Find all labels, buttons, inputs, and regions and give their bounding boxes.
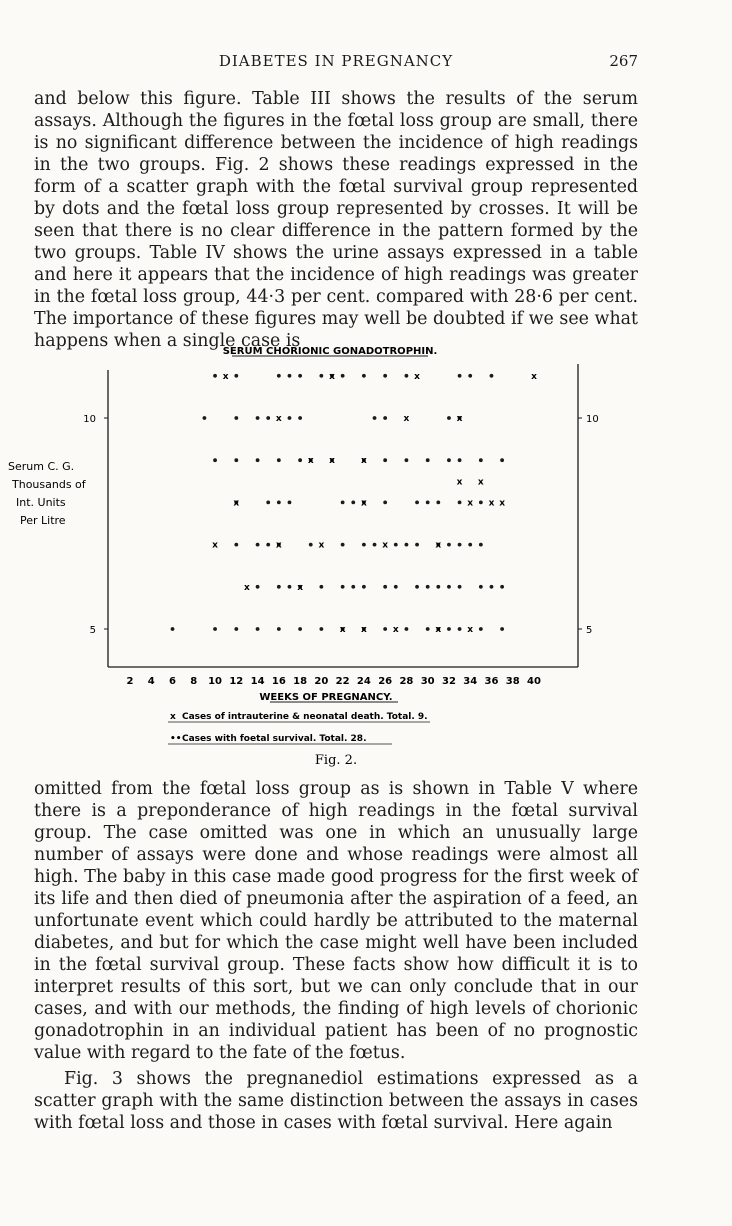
survival-point: [468, 374, 472, 378]
survival-point: [298, 416, 302, 420]
y-axis-label: [8, 460, 87, 527]
legend-label: Cases with foetal survival. Total. 28.: [182, 734, 367, 744]
loss-point: x: [329, 371, 335, 382]
loss-point: x: [382, 540, 389, 551]
survival-point: [383, 458, 387, 462]
x-tick-label: 10: [208, 676, 223, 687]
survival-point: [319, 374, 323, 378]
survival-point: [500, 458, 504, 462]
figure-2: [0, 340, 732, 770]
survival-point: [277, 374, 281, 378]
x-tick-label: 14: [250, 676, 265, 687]
survival-point: [490, 585, 494, 589]
survival-point: [426, 458, 430, 462]
survival-point: [341, 585, 345, 589]
survival-point: [479, 458, 483, 462]
loss-point: x: [244, 582, 250, 593]
loss-point: x: [222, 371, 229, 382]
survival-point: [468, 543, 472, 547]
x-tick-label: 26: [378, 676, 393, 687]
survival-point: [447, 416, 451, 420]
survival-point: [415, 543, 419, 547]
survival-point: [234, 543, 238, 547]
survival-point: [256, 416, 260, 420]
loss-point: x: [360, 625, 367, 635]
x-tick-label: 18: [293, 676, 308, 687]
loss-point: x: [329, 456, 335, 467]
x-tick-label: 36: [484, 676, 499, 687]
loss-point: x: [531, 371, 537, 382]
loss-point: x: [297, 582, 304, 593]
survival-point: [351, 585, 355, 589]
survival-point: [436, 501, 440, 505]
survival-point: [234, 458, 238, 462]
loss-point: x: [403, 414, 410, 424]
survival-point: [405, 374, 409, 378]
page-header: [34, 52, 638, 76]
survival-point: [298, 374, 302, 378]
legend-marker: ••: [170, 734, 182, 744]
legend-item: [168, 712, 430, 722]
survival-point: [234, 416, 238, 420]
survival-point: [288, 416, 292, 420]
survival-point: [256, 458, 260, 462]
loss-point: x: [212, 540, 218, 551]
survival-point: [351, 501, 355, 505]
x-tick-label: 28: [399, 676, 414, 687]
page-number: 267: [609, 52, 638, 70]
survival-point: [458, 627, 462, 631]
survival-point: [383, 501, 387, 505]
chart-title: SERUM CHORIONIC GONADOTROPHIN.: [222, 346, 438, 357]
survival-point: [436, 585, 440, 589]
y-tick-label-left: 10: [83, 414, 96, 425]
x-tick-label: 12: [229, 676, 244, 687]
survival-point: [458, 501, 462, 505]
loss-point: x: [488, 498, 495, 509]
x-tick-label: 6: [169, 676, 177, 687]
survival-point: [458, 585, 462, 589]
survival-point: [458, 543, 462, 547]
survival-point: [288, 501, 292, 505]
survival-point: [458, 374, 462, 378]
x-tick-label: 8: [190, 676, 198, 687]
survival-point: [373, 416, 377, 420]
x-tick-label: 20: [314, 676, 329, 687]
loss-point: x: [307, 456, 314, 467]
legend-item: [168, 734, 392, 744]
survival-point: [319, 627, 323, 631]
survival-point: [319, 585, 323, 589]
survival-point: [341, 374, 345, 378]
survival-point: [362, 374, 366, 378]
y-axis-label-line: Thousands of: [12, 478, 86, 491]
x-axis-label: WEEKS OF PREGNANCY.: [259, 692, 393, 703]
running-title: DIABETES IN PREGNANCY: [218, 52, 454, 70]
survival-point: [362, 543, 366, 547]
survival-point: [256, 543, 260, 547]
legend: [168, 712, 430, 744]
loss-point: x: [456, 414, 463, 424]
survival-point: [458, 458, 462, 462]
survival-point: [288, 374, 292, 378]
y-tick-label-left: 5: [89, 625, 96, 636]
y-tick-label-right: 10: [586, 414, 599, 425]
x-tick-label: 4: [147, 676, 155, 687]
survival-point: [256, 627, 260, 631]
loss-point: x: [467, 498, 474, 509]
survival-point: [479, 585, 483, 589]
survival-point: [213, 458, 217, 462]
survival-point: [405, 458, 409, 462]
loss-point: x: [360, 498, 367, 509]
survival-point: [309, 543, 313, 547]
survival-point: [447, 627, 451, 631]
paragraph-2: omitted from the fœtal loss group as is shown in Table V where there is a preponderance of high readings in the fœtal survival group. The case omitted was one in which an unusually large number of assays were done and whose readings were almost all high. The baby in this case made good progress for the first week of its life and then died of pneumonia after the aspiration of a feed, an unfortunate event which could hardly be attributed to the maternal diabetes, and but for which the case might well have been included in the fœtal survival group. These facts show how difficult it is to interpret results of this sort, but we can only conclude that in our cases, and with our methods, the finding of high levels of chorionic gonadotrophin in an individual patient has been of no prognostic value with regard to the fate of the fœtus.: [34, 779, 638, 1063]
loss-point: x: [499, 498, 506, 509]
survival-point: [341, 543, 345, 547]
loss-point: x: [456, 477, 463, 488]
survival-point: [362, 585, 366, 589]
y-ticks-right: [578, 340, 599, 636]
x-tick-label: 40: [527, 676, 541, 687]
survival-point: [394, 543, 398, 547]
legend-marker: x: [170, 712, 176, 722]
survival-point: [171, 627, 175, 631]
survival-point: [277, 458, 281, 462]
survival-point: [373, 543, 377, 547]
y-tick-label-right: 5: [586, 625, 593, 636]
survival-point: [383, 374, 387, 378]
data-points: [171, 372, 537, 635]
survival-point: [341, 501, 345, 505]
x-tick-label: 38: [505, 676, 520, 687]
scatter-chart: [0, 340, 732, 770]
survival-point: [383, 585, 387, 589]
survival-point: [479, 543, 483, 547]
survival-point: [213, 627, 217, 631]
survival-point: [288, 585, 292, 589]
survival-point: [415, 585, 419, 589]
survival-point: [447, 543, 451, 547]
y-axis-label-line: Per Litre: [20, 514, 66, 527]
survival-point: [405, 543, 409, 547]
loss-point: x: [318, 540, 325, 551]
loss-point: x: [339, 625, 346, 635]
y-ticks-left: [83, 340, 108, 636]
survival-point: [266, 416, 270, 420]
survival-point: [298, 627, 302, 631]
loss-point: x: [275, 540, 282, 551]
loss-point: x: [467, 625, 474, 635]
survival-point: [405, 627, 409, 631]
loss-point: x: [435, 625, 442, 635]
loss-point: x: [360, 456, 367, 467]
survival-point: [203, 416, 207, 420]
x-tick-label: 16: [271, 676, 286, 687]
loss-point: x: [233, 498, 240, 509]
survival-point: [426, 501, 430, 505]
x-tick-label: 2: [126, 676, 134, 687]
survival-point: [277, 627, 281, 631]
survival-point: [500, 627, 504, 631]
survival-point: [490, 374, 494, 378]
x-tick-label: 32: [441, 676, 456, 687]
survival-point: [479, 501, 483, 505]
loss-point: x: [392, 625, 399, 635]
figure-caption: Fig. 2.: [314, 753, 358, 768]
survival-point: [383, 627, 387, 631]
survival-point: [266, 543, 270, 547]
legend-label: Cases of intrauterine & neonatal death. Total. 9.: [182, 712, 428, 722]
x-tick-label: 30: [420, 676, 435, 687]
paragraph-1: and below this figure. Table III shows the results of the serum assays. Although the figures in the fœtal loss group are small, there is no significant difference between the incidence of high readings in the two groups. Fig. 2 shows these readings expressed in the form of a scatter graph with the fœtal survival group represented by dots and the fœtal loss group represented by crosses. It will be seen that there is no clear difference in the pattern formed by the two groups. Table IV shows the urine assays expressed in a table and here it appears that the incidence of high readings was greater in the fœtal loss group, 44·3 per cent. compared with 28·6 per cent. The importance of these figures may well be doubted if we see what happens when a single case is: [34, 89, 638, 351]
x-tick-label: 22: [335, 676, 350, 687]
y-axis-label-line: Int. Units: [16, 496, 66, 509]
survival-point: [277, 585, 281, 589]
loss-point: x: [435, 540, 442, 551]
survival-point: [234, 627, 238, 631]
survival-point: [298, 458, 302, 462]
y-axis-label-line: Serum C. G.: [8, 460, 75, 473]
x-tick-label: 34: [463, 676, 478, 687]
loss-point: x: [414, 371, 420, 382]
survival-point: [500, 585, 504, 589]
x-tick-label: 24: [356, 676, 371, 687]
survival-point: [426, 585, 430, 589]
survival-point: [383, 416, 387, 420]
survival-point: [394, 585, 398, 589]
loss-point: x: [275, 414, 282, 424]
survival-point: [426, 627, 430, 631]
survival-point: [447, 585, 451, 589]
plot-frame: [108, 364, 578, 667]
survival-point: [213, 374, 217, 378]
survival-point: [256, 585, 260, 589]
paragraph-3: Fig. 3 shows the pregnanediol estimations expressed as a scatter graph with the same distinction between the assays in cases with fœtal loss and those in cases with fœtal survival. Here again: [34, 1069, 638, 1133]
survival-point: [266, 501, 270, 505]
survival-point: [234, 374, 238, 378]
loss-point: x: [477, 477, 484, 488]
x-ticks: [127, 676, 541, 687]
survival-point: [277, 501, 281, 505]
survival-point: [447, 458, 451, 462]
survival-point: [415, 501, 419, 505]
survival-point: [479, 627, 483, 631]
